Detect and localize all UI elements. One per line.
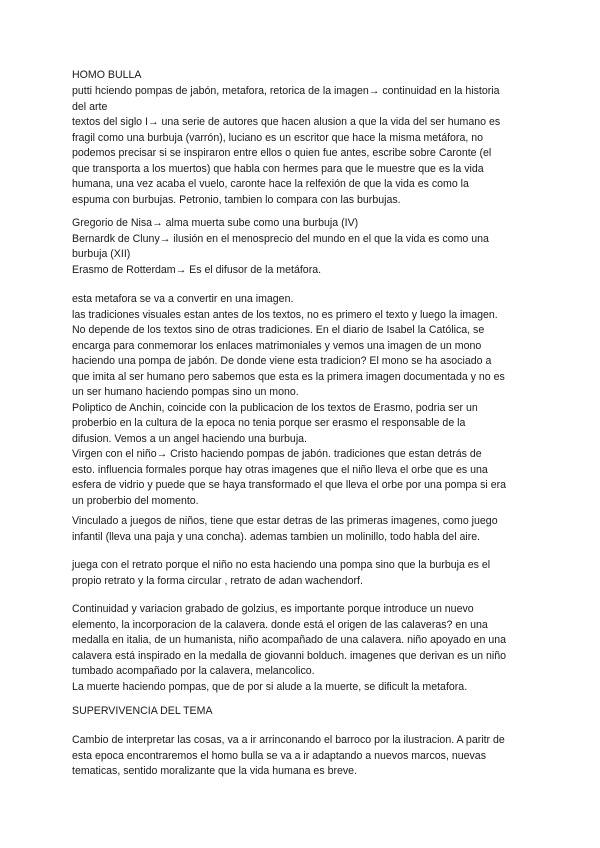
text-line: del arte bbox=[72, 100, 108, 113]
text-line: tumbado acompañado por la calavera, melancolico. bbox=[72, 665, 315, 677]
text-line: un proberbio del momento. bbox=[72, 494, 199, 507]
text-line: esta epoca encontraremos el homo bulla se va a ir adaptando a nuevos marcos, nuevas bbox=[72, 749, 486, 762]
text-line: Vinculado a juegos de niños, tiene que estar detras de las primeras imagenes, como juego bbox=[72, 515, 498, 527]
text-line: fragil como una burbuja (varrón), luciano es un escritor que hace la misma metáfora, no bbox=[72, 131, 484, 144]
text-line: Poliptico de Anchin, coincide con la publicacion de los textos de Erasmo, podria ser un bbox=[72, 401, 478, 414]
paragraph-portrait bbox=[72, 558, 532, 589]
paragraph-survival bbox=[72, 733, 532, 780]
paragraph-authors bbox=[72, 216, 532, 278]
text-line: que transporta a los muertos) que habla con hermes para que le muestre que es la vida bbox=[72, 162, 484, 175]
text-line: que imita al ser humano pero sabemos que esta es la primera imagen documentada y no es bbox=[72, 370, 505, 383]
text-line: putti hciendo pompas de jabón, metafora, retorica de la imagen→ continuidad en la historia bbox=[72, 85, 500, 97]
text-line: podemos precisar si se inspiraron entre ellos o quien fue antes, escribe sobre Caronte (el bbox=[72, 147, 492, 159]
text-line: proberbio en la cultura de la epoca no tenia porque ser erasmo el responsable de la bbox=[72, 417, 466, 429]
paragraph-origins bbox=[72, 84, 532, 208]
text-line: encarga para conmemorar los enlaces matrimoniales y vemos una imagen de un mono bbox=[72, 339, 482, 352]
text-line: humana, una vez acaba el vuelo, caronte hace la relfexión de que la vida es como la bbox=[72, 178, 469, 190]
text-line: Continuidad y variacion grabado de golzius, es importante porque introduce un nuevo bbox=[72, 603, 474, 615]
text-line: elemento, la incorporacion de la calavera. donde está el origen de las calaveras? en una bbox=[72, 618, 488, 631]
text-line: esfera de vidrio y puede que se haya transformado el que lleva el orbe por una pompa si era bbox=[72, 479, 507, 491]
title-text: HOMO BULLA bbox=[72, 69, 142, 81]
text-line: juega con el retrato porque el niño no esta haciendo una pompa sino que la burbuja es el bbox=[72, 559, 491, 571]
text-line: No depende de los textos sino de otras tradiciones. En el diario de Isabel la Católica, se bbox=[72, 324, 485, 336]
text-line: las tradiciones visuales estan antes de los textos, no es primero el texto y luego la imagen. bbox=[72, 308, 498, 321]
text-line: haciendo una pompa de jabón. De donde viene esta tradicion? El mono se ha asociado a bbox=[72, 355, 492, 367]
text-line: tematicas, sentido moralizante que la vida humana es breve. bbox=[72, 765, 358, 777]
text-line: infantil (lleva una paja y una concha). ademas tambien un molinillo, todo habla del aire. bbox=[72, 530, 481, 543]
text-line: calavera está inspirado en la medalla de giovanni bolduch. imagenes que derivan es un niño bbox=[72, 649, 507, 662]
paragraph-games bbox=[72, 514, 532, 545]
text-line: La muerte haciendo pompas, que de por si alude a la muerte, se dificult la metafora. bbox=[72, 680, 468, 693]
text-line: Virgen con el niño→ Cristo haciendo pompas de jabón. tradiciones que estan detrás de bbox=[72, 448, 482, 460]
text-line: burbuja (XII) bbox=[72, 248, 131, 260]
paragraph-skull bbox=[72, 602, 532, 695]
text-line: esto. influencia formales porque hay otras imagenes que el niño lleva el orbe que es una bbox=[72, 463, 488, 476]
text-line: medalla en italia, de un humanista, niño acompañado de una calavera. niño apoyado en una bbox=[72, 634, 507, 646]
text-line: Erasmo de Rotterdam→ Es el difusor de la metáfora. bbox=[72, 263, 322, 276]
text-line: propio retrato y la forma circular , retrato de adan wachendorf. bbox=[72, 574, 363, 587]
text-line: Bernardk de Cluny→ ilusión en el menosprecio del mundo en el que la vida es como una bbox=[72, 232, 489, 245]
text-line: Cambio de interpretar las cosas, va a ir arrinconando el barroco por la ilustracion. A paritr de bbox=[72, 734, 505, 746]
text-line: esta metafora se va a convertir en una imagen. bbox=[72, 293, 294, 305]
heading-text: SUPERVIVENCIA DEL TEMA bbox=[72, 705, 213, 717]
section-heading-survival bbox=[72, 704, 532, 720]
text-line: espuma con burbujas. Petronio, tambien lo compara con las burbujas. bbox=[72, 193, 401, 206]
text-line: Gregorio de Nisa→ alma muerta sube como una burbuja (IV) bbox=[72, 217, 359, 229]
text-line: textos del siglo I→ una serie de autores que hacen alusion a que la vida del ser humano es bbox=[72, 116, 501, 128]
paragraph-image bbox=[72, 292, 532, 509]
text-line: un ser humano haciendo pompas sino un mono. bbox=[72, 386, 299, 398]
text-line: difusion. Vemos a un angel haciendo una burbuja. bbox=[72, 432, 308, 445]
document-title bbox=[72, 68, 532, 84]
